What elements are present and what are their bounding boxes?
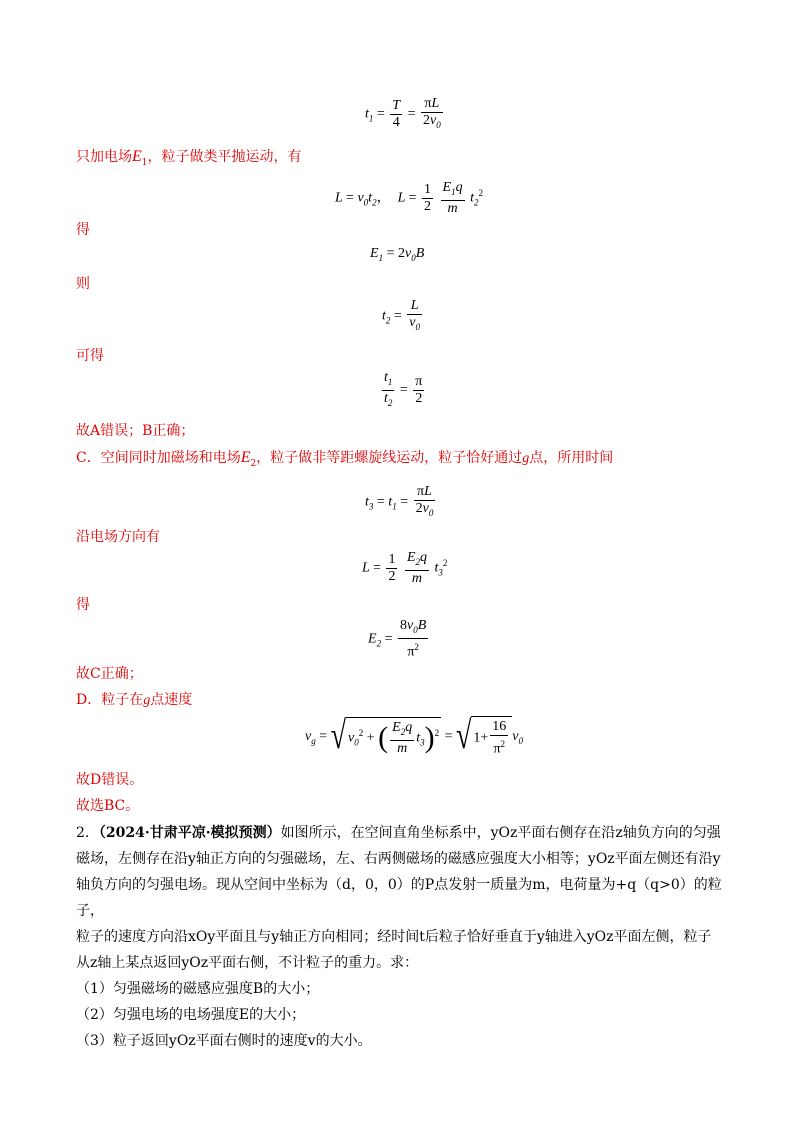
text-line-7: 沿电场方向有 bbox=[76, 529, 160, 545]
question-line-4: 粒子的速度方向沿xOy平面且与y轴正方向相同；经时间t后粒子恰好垂直于y轴进入yOz平面左侧，粒子 bbox=[76, 929, 712, 945]
text-line-6: C．空间同时加磁场和电场$E_2$，粒子做非等距螺旋线运动，粒子恰好通过g点，所用时间 bbox=[76, 449, 614, 469]
sub-question-1: （1）匀强磁场的磁感应强度B的大小； bbox=[76, 981, 320, 997]
equation-ratio: $\frac{t_1}{t_2}$ = $\frac{\pi}{2}$ bbox=[384, 370, 423, 408]
sub-question-2: （2）匀强电场的电场强度E的大小； bbox=[76, 1007, 306, 1023]
text-line-2: 得 bbox=[76, 222, 90, 238]
question-line-2: 磁场，左侧存在沿y轴正方向的匀强磁场，左、右两侧磁场的磁感应强度大小相等；yOz平面左侧还有沿y bbox=[76, 851, 721, 867]
question-line-3: 轴负方向的匀强电场。现从空间中坐标为（d，0，0）的P点发射一质量为m，电荷量为+q（q>0）的粒子， bbox=[76, 877, 722, 919]
text-line-3: 则 bbox=[76, 276, 90, 292]
equation-t3: $t_3 = t_1$ = $\frac{\pi L}{2v_0}$ bbox=[365, 484, 434, 518]
equation-t1: $t_1$ = $\frac{T}{4}$ = $\frac{\pi L}{2v_0}$ bbox=[365, 96, 441, 130]
equation-t2: $t_2$ = $\frac{L}{v_0}$ bbox=[382, 298, 421, 332]
question-2 bbox=[76, 820, 736, 1054]
text-line-11: 故D错误。 bbox=[76, 772, 144, 788]
equation-vg: $v_g$ = √ $v_0^2$ + ( $\frac{E_2q}{m}$ $t_3)^2$ = √ 1+ $\frac{16}{\pi^2}$ $v_0$ bbox=[305, 714, 523, 758]
equation-L: $L = v_0t_2$， L = $\frac{1}{2}$ $\frac{E_1q}{m}$ $t_2^2$ bbox=[335, 180, 483, 216]
question-line-1: 2．（2024·甘肃平凉·模拟预测）如图所示，在空间直角坐标系中，yOz平面右侧存在沿z轴负方向的匀强 bbox=[76, 825, 721, 841]
equation-E2: $E_2$ = $\frac{8v_0B}{\pi^2}$ bbox=[368, 618, 427, 660]
question-line-5: 从z轴上某点返回yOz平面右侧，不计粒子的重力。求： bbox=[76, 955, 419, 971]
text-line-1: 只加电场$E_1$，粒子做类平抛运动，有 bbox=[76, 148, 302, 168]
equation-L-field: L = $\frac{1}{2}$ $\frac{E_2q}{m}$ $t_3^2$ bbox=[362, 550, 448, 586]
text-line-8: 得 bbox=[76, 597, 90, 613]
text-line-4: 可得 bbox=[76, 348, 104, 364]
text-line-12: 故选BC。 bbox=[76, 798, 140, 814]
equation-E1: $E_1 = 2v_0B$ bbox=[370, 246, 425, 263]
sub-question-3: （3）粒子返回yOz平面右侧时的速度v的大小。 bbox=[76, 1033, 372, 1049]
text-line-10: D．粒子在g点速度 bbox=[76, 692, 193, 708]
text-line-5: 故A错误；B正确； bbox=[76, 423, 195, 439]
question-source: （2024·甘肃平凉·模拟预测） bbox=[98, 825, 281, 841]
text-line-9: 故C正确； bbox=[76, 666, 143, 682]
